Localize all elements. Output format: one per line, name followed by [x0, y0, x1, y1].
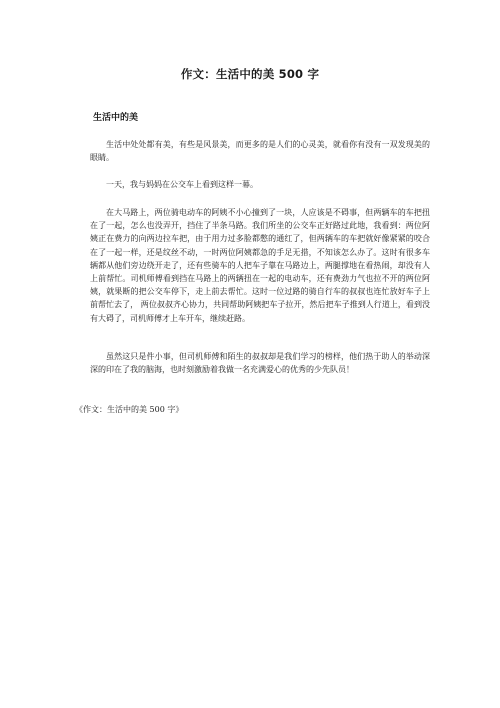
footer-reference: 《作文：生活中的美 500 字》	[75, 405, 184, 414]
paragraph-intro: 生活中处处都有美，有些是风景美，而更多的是人们的心灵美，就看你有没有一双发现美的眼睛。	[90, 140, 430, 163]
paragraph-conclusion: 虽然这只是件小事，但司机师傅和陌生的叔叔却是我们学习的榜样，他们热于助人的举动深深的印在了我的脑海，也时刻激励着我做一名充满爱心的优秀的少先队员！	[90, 352, 430, 375]
essay-subheading: 生活中的美	[93, 113, 139, 123]
paragraph-story: 在大马路上，两位骑电动车的阿姨不小心撞到了一块，人应该是不碍事，但两辆车的车把扭在了一起，怎么也没弄开，挡住了半条马路。我们所坐的公交车正好路过此地，我看到：两位阿姨正在费力的向两边拉车把，由于用力过多脸都憋的通红了，但两辆车的车把就好像紧紧的咬合在了一起一样，还是纹丝不动，一时两位阿姨都急的手足无措，不知该怎么办了。这时有很多车辆都从他们旁边绕开走了，还有些骑车的人把车子靠在马路边上，两腿撑地在看热闹，却没有人上前帮忙。司机师傅看到挡在马路上的两辆扭在一起的电动车，还有费劲力气也拉不开的两位阿姨，就果断的把公交车停下，走上前去帮忙。这时一位过路的骑自行车的叔叔也连忙放好车子上前帮忙去了， 两位叔叔齐心协力，共同帮助阿姨把车子拉开，然后把车子推到人行道上，看到没有大碍了，司机师傅才上车开车，继续赶路。	[90, 208, 430, 323]
document-title: 作文：生活中的美 500 字	[180, 67, 320, 81]
paragraph-scene-setup: 一天，我与妈妈在公交车上看到这样一幕。	[106, 180, 258, 189]
